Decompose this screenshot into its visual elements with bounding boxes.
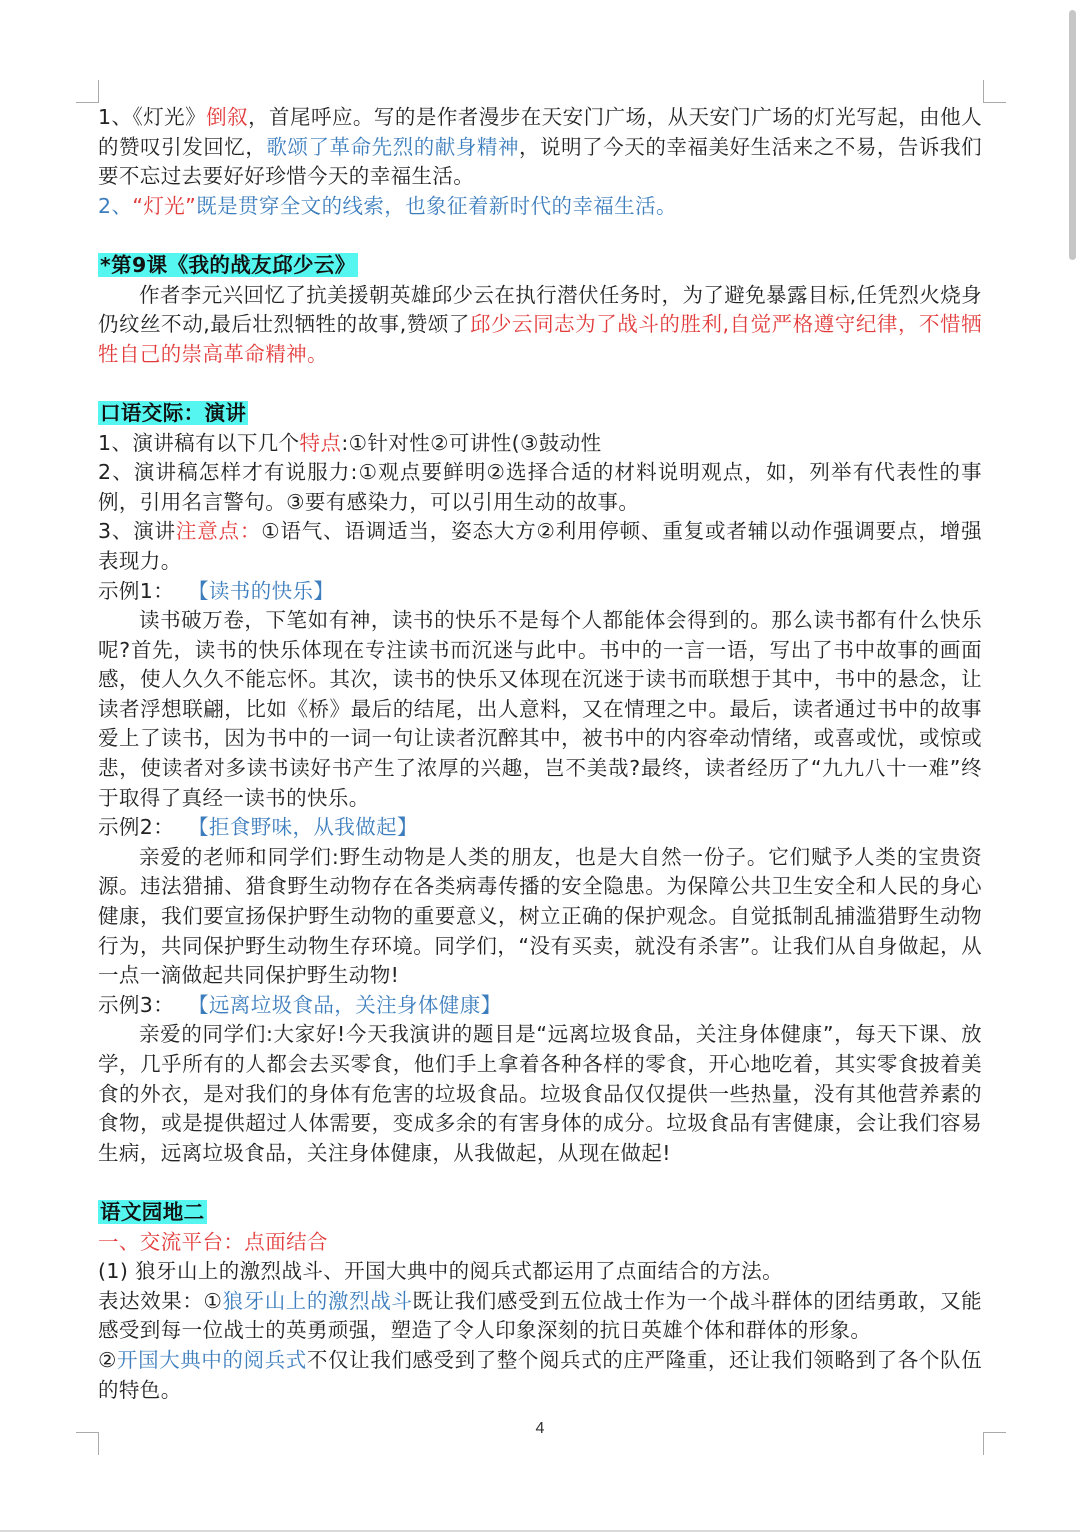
garden-heading: 语文园地二 [100, 1199, 205, 1224]
keyword-parade: 开国大典中的阅兵式 [116, 1347, 307, 1372]
example-2-title: 【拒食野味，从我做起】 [188, 815, 418, 840]
example-1-header: 示例1： 【读书的快乐】 [98, 578, 335, 603]
lesson9-summary: 作者李元兴回忆了抗美援朝英雄邱少云在执行潜伏任务时，为了避免暴露目标,任凭烈火烧身仍纹丝不动,最后壮烈牺牲的故事,赞颂了邱少云同志为了战斗的胜利,自觉严格遵守纪律，不惜牺牲自己的崇高革命精神。 [98, 282, 982, 366]
example-2-header: 示例2： 【拒食野味，从我做起】 [98, 815, 418, 840]
lesson9-heading: *第9课《我的战友邱少云》 [100, 252, 356, 277]
garden-point-2: 表达效果：①狼牙山上的激烈战斗既让我们感受到五位战士作为一个战斗群体的团结勇敢，又能感受到每一位战士的英勇顽强，塑造了令人印象深刻的抗日英雄个体和群体的形象。 [98, 1288, 982, 1343]
keyword-lamplight: “灯光” [132, 193, 197, 218]
garden-point-3: ②开国大典中的阅兵式不仅让我们感受到了整个阅兵式的庄严隆重，还让我们领略到了各个队伍的特色。 [98, 1347, 982, 1402]
speech-point-3: 3、演讲注意点：①语气、语调适当，姿态大方②利用停顿、重复或者辅以动作强调要点，增强表现力。 [98, 519, 982, 573]
garden-point-1: (1) 狼牙山上的激烈战斗、开国大典中的阅兵式都运用了点面结合的方法。 [98, 1259, 784, 1284]
page-number: 4 [535, 1420, 545, 1437]
keyword-notes: 注意点： [175, 519, 262, 544]
example-3-header: 示例3： 【远离垃圾食品，关注身体健康】 [98, 992, 502, 1017]
lesson8-point-1: 1、《灯光》倒叙，首尾呼应。写的是作者漫步在天安门广场，从天安门广场的灯光写起，由他人的赞叹引发回忆，歌颂了革命先烈的献身精神，说明了今天的幸福美好生活来之不易，告诉我们要不忘过去要好好珍惜今天的幸福生活。 [98, 105, 982, 189]
keyword-praise: 歌颂了革命先烈的献身精神 [266, 134, 520, 159]
example-1-title: 【读书的快乐】 [188, 578, 335, 603]
keyword-spirit: 邱少云同志为了战斗的胜利,自觉严格遵守纪律，不惜牺牲自己的崇高革命精神。 [98, 312, 982, 366]
example-2-body: 亲爱的老师和同学们:野生动物是人类的朋友，也是大自然一份子。它们赋予人类的宝贵资源。违法猎捕、猎食野生动物存在各类病毒传播的安全隐患。为保障公共卫生安全和人民的身心健康，我们要宣扬保护野生动物的重要意义，树立正确的保护观念。自觉抵制乱捕滥猎野生动物行为，共同保护野生动物生存环境。同学们，“没有买卖，就没有杀害”。让我们从自身做起，从一点一滴做起共同保护野生动物! [98, 844, 982, 988]
speech-point-2: 2、演讲稿怎样才有说服力:①观点要鲜明②选择合适的材料说明观点，如，列举有代表性的事例，引用名言警句。③要有感染力，可以引用生动的故事。 [98, 460, 982, 514]
example-1-body: 读书破万卷，下笔如有神，读书的快乐不是每个人都能体会得到的。那么读书都有什么快乐呢?首先，读书的快乐体现在专注读书而沉迷与此中。书中的一言一语，写出了书中故事的画面感，使人久久不能忘怀。其次，读书的快乐又体现在沉迷于读书而联想于其中，书中的悬念，让读者浮想联翩，比如《桥》最后的结尾，出人意料，又在情理之中。最后，读者通过书中的故事爱上了读书，因为书中的一词一句让读者沉醉其中，被书中的内容牵动情绪，或喜或忧，或惊或悲，使读者对多读书读好书产生了浓厚的兴趣，岂不美哉?最终，读者经历了“九九八十一难”终于取得了真经一读书的快乐。 [98, 608, 982, 810]
example-3-body: 亲爱的同学们:大家好!今天我演讲的题目是“远离垃圾食品，关注身体健康”，每天下课、放学，几乎所有的人都会去买零食，他们手上拿着各种各样的零食，开心地吃着，其实零食披着美食的外衣，是对我们的身体有危害的垃圾食品。垃圾食品仅仅提供一些热量，没有其他营养素的食物，或是提供超过人体需要，变成多余的有害身体的成分。垃圾食品有害健康，会让我们容易生病，远离垃圾食品，关注身体健康，从我做起，从现在做起! [98, 1022, 982, 1165]
garden-subheading: 一、交流平台：点面结合 [98, 1229, 328, 1254]
speech-point-1: 1、演讲稿有以下几个特点:①针对性②可讲性(③鼓动性 [98, 430, 602, 455]
speech-heading: 口语交际：演讲 [100, 400, 247, 425]
lesson8-point-2: 2、“灯光”既是贯穿全文的线索，也象征着新时代的幸福生活。 [98, 193, 677, 218]
crop-mark-top-left [76, 80, 99, 103]
document-body [98, 103, 982, 1405]
keyword-flashback: 倒叙 [206, 105, 249, 129]
keyword-langya: 狼牙山上的激烈战斗 [222, 1288, 413, 1313]
crop-mark-top-right [983, 80, 1006, 103]
keyword-features: 特点 [299, 430, 342, 455]
example-3-title: 【远离垃圾食品，关注身体健康】 [188, 992, 502, 1017]
scrollbar[interactable] [1069, 10, 1076, 260]
